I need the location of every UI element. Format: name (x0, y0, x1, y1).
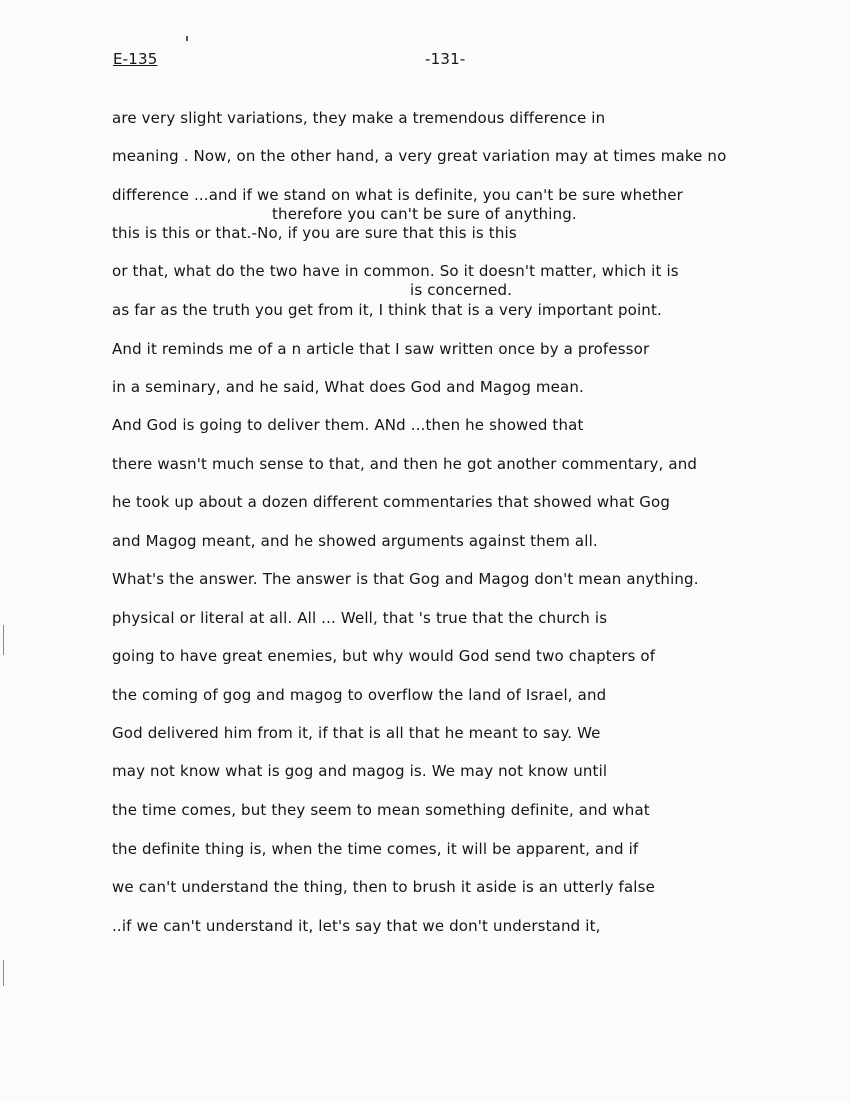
text-line: or that, what do the two have in common. So it doesn't matter, which it is (112, 262, 679, 280)
text-line: difference ...and if we stand on what is definite, you can't be sure whether (112, 186, 683, 204)
scan-margin-mark (3, 960, 4, 986)
text-line: And God is going to deliver them. ANd ...then he showed that (112, 416, 584, 434)
scan-speck (186, 36, 188, 41)
text-line: as far as the truth you get from it, I think that is a very important point. (112, 301, 662, 319)
text-line: the coming of gog and magog to overflow the land of Israel, and (112, 686, 607, 704)
text-line: And it reminds me of a n article that I saw written once by a professor (112, 340, 650, 358)
interlinear-insertion: therefore you can't be sure of anything. (272, 205, 577, 223)
interlinear-insertion: is concerned. (410, 281, 513, 299)
text-line: we can't understand the thing, then to brush it aside is an utterly false (112, 878, 655, 896)
page-number: -131- (425, 50, 466, 68)
text-line: and Magog meant, and he showed arguments against them all. (112, 532, 598, 550)
text-line: What's the answer. The answer is that Gog and Magog don't mean anything. (112, 570, 699, 588)
scan-margin-mark (3, 625, 4, 655)
text-line: the definite thing is, when the time comes, it will be apparent, and if (112, 840, 639, 858)
text-line: in a seminary, and he said, What does God and Magog mean. (112, 378, 584, 396)
text-line: ..if we can't understand it, let's say that we don't understand it, (112, 917, 601, 935)
text-line: he took up about a dozen different commentaries that showed what Gog (112, 493, 671, 511)
text-line: the time comes, but they seem to mean something definite, and what (112, 801, 650, 819)
text-line: God delivered him from it, if that is all that he meant to say. We (112, 724, 601, 742)
text-line: are very slight variations, they make a tremendous difference in (112, 109, 606, 127)
text-line: there wasn't much sense to that, and then he got another commentary, and (112, 455, 698, 473)
text-line: this is this or that.-No, if you are sure that this is this (112, 224, 517, 242)
text-line: physical or literal at all. All ... Well, that 's true that the church is (112, 609, 608, 627)
text-line: may not know what is gog and magog is. We may not know until (112, 762, 608, 780)
text-line: meaning . Now, on the other hand, a very great variation may at times make no (112, 147, 727, 165)
document-id: E-135 (113, 50, 158, 68)
text-line: going to have great enemies, but why would God send two chapters of (112, 647, 656, 665)
